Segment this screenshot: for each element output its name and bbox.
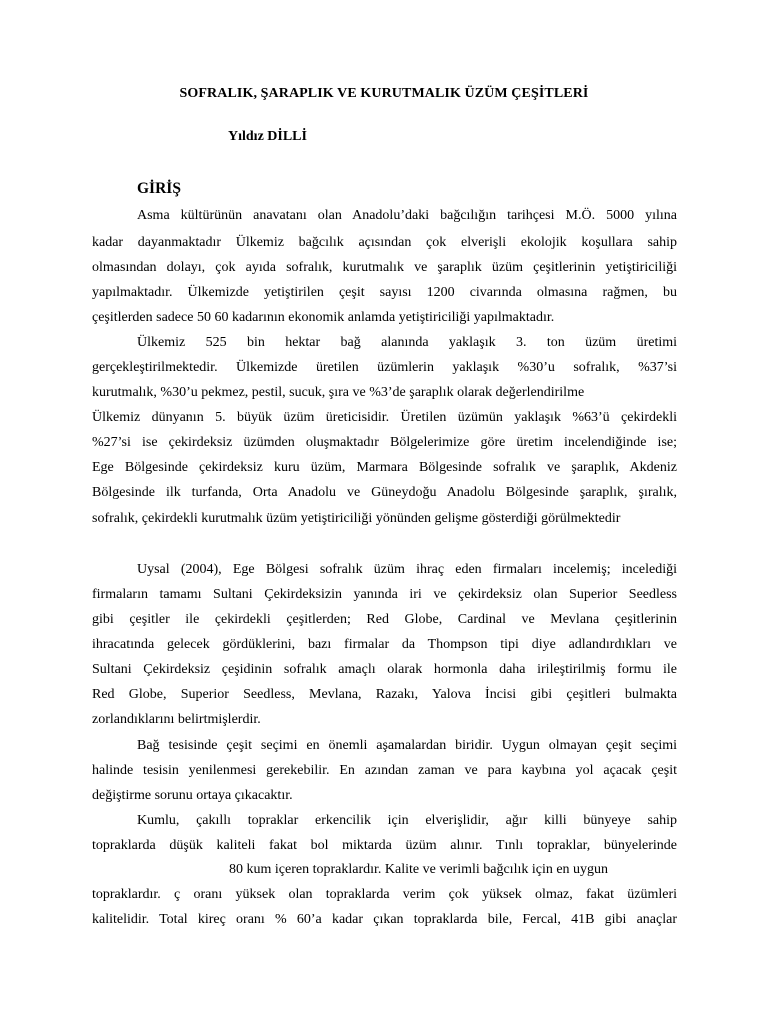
text-line: Red Globe, Superior Seedless, Mevlana, Razakı, Yalova İncisi gibi çeşitleri bulmakta [92, 687, 677, 702]
text-line: ihracatında gelecek gördüklerini, bazı firmalar da Thompson tipi diye adlandırdıkları ve [92, 637, 677, 652]
text-line: Ülkemiz dünyanın 5. büyük üzüm üreticisidir. Üretilen üzümün yaklaşık %63’ü çekirdekli [92, 410, 677, 425]
text-line: Asma kültürünün anavatanı olan Anadolu’daki bağcılığın tarihçesi M.Ö. 5000 yılına [137, 208, 677, 223]
author-name: Yıldız DİLLİ [228, 129, 307, 144]
text-line: gerçekleştirilmektedir. Ülkemizde üretilen üzümlerin yaklaşık %30’u sofralık, %37’si [92, 360, 677, 375]
text-line: kalitelidir. Total kireç oranı % 60’a kadar çıkan topraklarda bile, Fercal, 41B gibi anaçlar [92, 912, 677, 927]
text-line: yapılmaktadır. Ülkemizde yetiştirilen çeşit sayısı 1200 civarında olmasına rağmen, bu [92, 285, 677, 300]
text-line: halinde tesisin yenilenmesi gerekebilir. En azından zaman ve para kaybına yol açacak çeşit [92, 763, 677, 778]
text-line: topraklardır. ç oranı yüksek olan topraklarda verim çok yüksek olmaz, fakat üzümleri [92, 887, 677, 902]
text-line: kadar dayanmaktadır Ülkemiz bağcılık açısından çok elverişli ekolojik koşullara sahip [92, 235, 677, 250]
text-line: Bağ tesisinde çeşit seçimi en önemli aşamalardan biridir. Uygun olmayan çeşit seçimi [137, 738, 677, 753]
section-heading: GİRİŞ [137, 180, 181, 197]
text-line: topraklarda düşük kaliteli fakat bol miktarda üzüm alınır. Tınlı topraklar, bünyelerinde [92, 838, 677, 853]
text-line: Ege Bölgesinde çekirdeksiz kuru üzüm, Marmara Bölgesinde sofralık ve şaraplık, Akdeniz [92, 460, 677, 475]
text-line: değiştirme sorunu ortaya çıkacaktır. [92, 788, 293, 803]
text-line: gibi çeşitler ile çekirdekli çeşitlerden; Red Globe, Cardinal ve Mevlana çeşitlerinin [92, 612, 677, 627]
text-line: kurutmalık, %30’u pekmez, pestil, sucuk, şıra ve %3’de şaraplık olarak değerlendirilme [92, 385, 585, 400]
text-line: Ülkemiz 525 bin hektar bağ alanında yaklaşık 3. ton üzüm üretimi [137, 335, 677, 350]
text-line: Sultani Çekirdeksiz çeşidinin sofralık amaçlı olarak hormonla daha irileştirilmiş formu ile [92, 662, 677, 677]
document-title: SOFRALIK, ŞARAPLIK VE KURUTMALIK ÜZÜM ÇEŞİTLERİ [179, 86, 589, 101]
text-line: olmasından dolayı, çok ayıda sofralık, kurutmalık ve şaraplık üzüm çeşitlerinin yetiştiriciliği [92, 260, 677, 275]
text-line: çeşitlerden sadece 50 60 kadarının ekonomik anlamda yetiştiriciliği yapılmaktadır. [92, 310, 555, 325]
text-line: Kumlu, çakıllı topraklar erkencilik için elverişlidir, ağır killi bünyeye sahip [137, 813, 677, 828]
text-line: %27’si ise çekirdeksiz üzümden oluşmaktadır Bölgelerimize göre üretim incelendiğinde ise; [92, 435, 677, 450]
text-line: zorlandıklarını belirtmişlerdir. [92, 712, 261, 727]
text-line: Bölgesinde ilk turfanda, Orta Anadolu ve Güneydoğu Anadolu Bölgesinde şaraplık, şıralık, [92, 485, 677, 500]
text-line: firmaların tamamı Sultani Çekirdeksizin yanında iri ve çekirdeksiz olan Superior Seedless [92, 587, 677, 602]
text-line: sofralık, çekirdekli kurutmalık üzüm yetiştiriciliği yönünden gelişme gösterdiği görülmektedir [92, 511, 621, 526]
text-line: 80 kum içeren topraklardır. Kalite ve verimli bağcılık için en uygun [229, 862, 609, 877]
text-line: Uysal (2004), Ege Bölgesi sofralık üzüm ihraç eden firmaları incelemiş; incelediği [137, 562, 677, 577]
